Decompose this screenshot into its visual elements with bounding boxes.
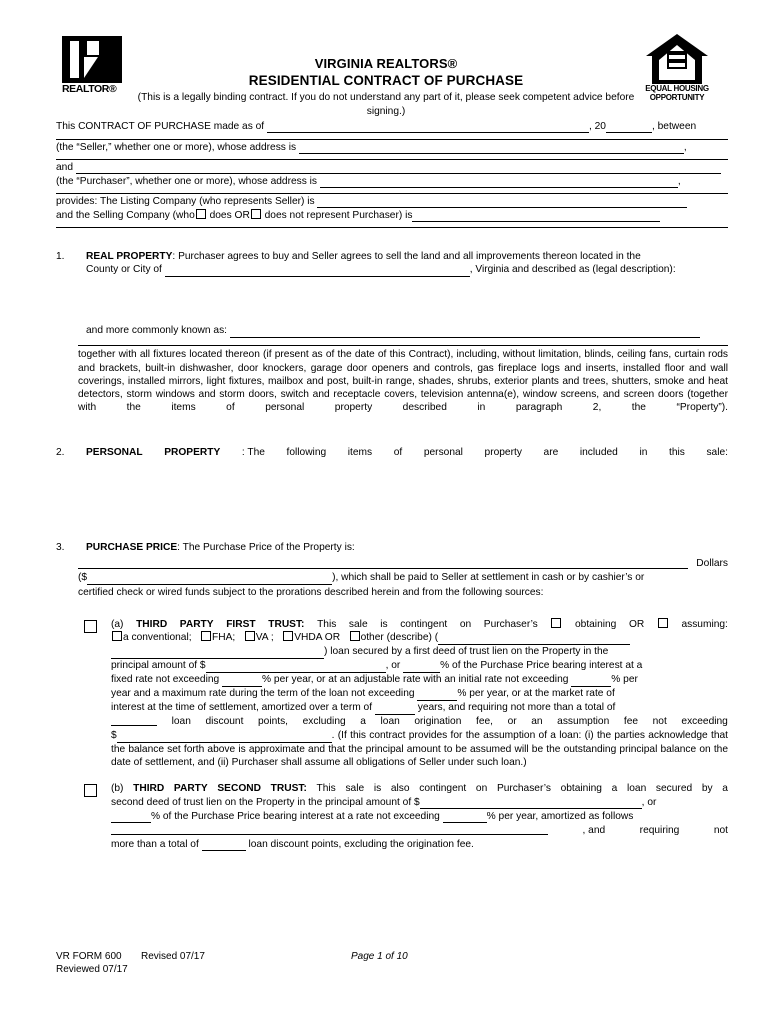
item-b-t4: % of the Purchase Price bearing interest at a rate not exceeding [151,810,440,822]
section-2-t2: following [286,446,327,458]
section-1-line1 [86,250,728,263]
fixtures-top-rule[interactable] [78,345,728,346]
selling-does-label: does OR [209,210,250,221]
section-2-number: 2. [56,446,65,458]
eho-label-line1: EQUAL HOUSING [645,84,709,93]
item-a-t1d: contingent [400,618,448,630]
item-a-t2: ) loan secured by a first deed of trust lien on the Property in the [324,646,609,658]
item-a-t1e: on [459,618,472,630]
realtor-logo-label: REALTOR® [62,83,117,95]
item-a-obtaining: obtaining [574,618,617,630]
checkbox-third-party-first-trust[interactable] [84,620,97,633]
house-icon [646,34,708,84]
checkbox-fha[interactable] [201,631,211,641]
item-a-or: OR [628,618,645,630]
section-3a [56,618,728,770]
seller-address-label: (the “Seller,” whether one or more), whose address is [56,142,297,153]
item-a-t6: fixed rate not exceeding [111,674,220,686]
item-a-other-field[interactable] [438,634,630,645]
item-a-t13l: fee [623,716,639,728]
checkbox-selling-does-not[interactable] [251,209,261,219]
selling-company-bottom-rule[interactable] [56,227,728,228]
item-a-t13d: excluding [302,716,346,728]
section-2-t8: included [579,446,618,458]
item-a-term-field[interactable] [375,704,415,715]
page-title [136,56,636,119]
item-b-points-field[interactable] [202,840,246,851]
amount-suffix: ), which shall be paid to Seller at settlement in cash or by cashier’s or [332,572,645,584]
item-a-t13m: not [652,716,667,728]
section-2-heading-word1: PERSONAL [86,446,143,458]
seller-address-line [56,141,728,156]
item-a-t1f: Purchaser’s [483,618,538,630]
checkbox-vhda[interactable] [283,631,293,641]
seller-address-field[interactable] [299,143,684,154]
item-a-t8: % per [611,674,638,686]
seller-name-rule[interactable] [56,139,728,140]
item-a-t1b: sale [348,618,368,630]
item-b-letter: (b) [111,783,124,795]
document-header [56,32,728,117]
contract-date-field[interactable] [267,122,589,133]
item-a-t1a: This [317,618,337,630]
item-a-t13j: an [531,716,543,728]
provides-divider-rule[interactable] [56,193,728,194]
item-b-t1l: by [701,783,713,795]
item-b-t1c: is [373,783,382,795]
section-1 [56,250,728,278]
section-2-t1: : The [241,446,265,458]
purchaser-name-line [56,161,728,175]
item-b-t1m: a [722,783,728,795]
purchaser-divider-rule[interactable] [56,159,728,160]
item-b-t1d: also [390,783,410,795]
purchaser-address-label: (the “Purchaser”, whether one or more), whose address is [56,176,318,187]
item-b-t1h: obtaining [560,783,602,795]
county-field[interactable] [165,266,470,277]
item-a-heading-w3: FIRST [226,618,256,630]
item-b-t1e: contingent [419,783,467,795]
item-b-heading-w4: TRUST: [270,783,307,795]
purchaser-address-line [56,175,728,190]
commonly-known-field[interactable] [230,327,700,338]
item-b-rate-field[interactable] [443,812,487,823]
item-a-t10: % per year, or at the market rate of [457,688,615,700]
section-3 [56,541,728,554]
contract-date-line [56,120,728,134]
item-b-t7: more than a total of [111,838,199,850]
section-3b [56,782,728,851]
item-a-principal-field[interactable] [206,662,386,673]
checkbox-conventional[interactable] [112,631,122,641]
item-a-t4: , or [385,660,401,672]
item-a-heading-w4: TRUST: [268,618,305,630]
commonly-known-label: and more commonly known as: [86,325,227,337]
dollars-label: Dollars [696,558,728,570]
item-a-fixed-rate-field[interactable] [222,676,262,687]
item-a-t13a: loan [171,716,191,728]
purchaser-address-field[interactable] [320,177,678,188]
item-b-t1j: loan [626,783,647,795]
section-3-number: 3. [56,542,65,554]
purchaser-address-comma: , [677,176,681,187]
section-2-t9: in [639,446,648,458]
section-2-heading-word2: PROPERTY [164,446,221,458]
checkbox-other[interactable] [350,631,360,641]
item-a-assuming: assuming: [681,618,728,630]
realtor-logo [62,36,126,98]
footer-page-number: Page 1 of 10 [351,951,408,962]
eho-label-line2: OPPORTUNITY [649,92,705,102]
selling-company-line [56,209,728,223]
item-b-t6b: requiring [639,824,680,836]
section-2-t4: of [393,446,403,458]
document-footer [56,950,728,976]
item-a-other: other (describe) ( [360,632,439,644]
item-b-heading-w3: SECOND [217,783,261,795]
document-body [56,120,728,852]
item-b-principal-field[interactable] [420,798,642,809]
checkbox-selling-does[interactable] [196,209,206,219]
footer-form-number: VR FORM 600 [56,951,122,962]
title-organization: VIRGINIA REALTORS® [314,56,458,71]
item-a-assumption-block [111,729,728,769]
selling-company-field[interactable] [412,211,660,222]
item-a-principal-label: principal amount of $ [111,660,206,672]
section-2-t7: are [543,446,559,458]
section-3-line1 [86,541,728,554]
selling-company-label: and the Selling Company (who [56,210,195,221]
item-a-t13c: points, [258,716,289,728]
realtor-logo-mark [62,36,122,83]
title-subtitle: (This is a legally binding contract. If you do not understand any part of it, please seek competent advice before signing.) [137,92,635,117]
section-3-text: : The Purchase Price of the Property is: [177,542,355,554]
item-a-vhda: VHDA OR [294,632,341,644]
item-b-t1a: This [316,783,336,795]
equal-housing-opportunity-logo [634,34,720,104]
item-b-heading-w2: PARTY [173,783,208,795]
item-b-t1i: a [611,783,618,795]
item-a-letter: (a) [111,618,124,630]
item-a-t13i: or [507,716,517,728]
listing-company-label: provides: The Listing Company (who represents Seller) is [56,196,315,207]
checkbox-third-party-second-trust[interactable] [84,784,97,797]
checkbox-obtaining[interactable] [551,618,561,628]
section-2 [56,446,728,459]
purchase-price-amount-line [78,571,728,586]
purchaser-and-label: and [56,162,73,173]
checkbox-va[interactable] [245,631,255,641]
section-2-t11: sale: [706,446,728,458]
section-2-t5: personal [423,446,463,458]
contract-year-prefix: , 20 [588,121,606,132]
listing-company-field[interactable] [317,197,687,208]
title-document: RESIDENTIAL CONTRACT OF PURCHASE [248,73,524,88]
item-a-initial-rate-field[interactable] [571,676,611,687]
item-a-t13h: fee, [475,716,493,728]
item-b-t1k: secured [655,783,693,795]
item-a-t5: % of the Purchase Price bearing interest at a [440,660,643,672]
footer-revised-date: Revised 07/17 [141,951,205,962]
section-1-commonly-known [56,324,728,339]
item-a-t13k: assumption [557,716,610,728]
item-a-va: VA ; [255,632,274,644]
item-b-t5: % per year, amortized as follows [486,810,634,822]
item-a-t13b: discount [205,716,244,728]
item-a-t13e: a [360,716,366,728]
item-a-max-rate-field[interactable] [417,690,457,701]
county-label: County or City of [86,264,162,276]
item-a-fha: FHA; [212,632,236,644]
section-1-county-line [86,263,728,278]
section-1-number: 1. [56,251,65,262]
item-a-t7: % per year, or at an adjustable rate with an initial rate not exceeding [262,674,569,686]
item-b-t3: , or [641,796,657,808]
item-a-percent-field[interactable] [403,662,440,673]
section-2-t10: this [668,446,685,458]
item-a-t13n: exceeding [681,716,728,728]
contract-date-prefix: This CONTRACT OF PURCHASE made as of [56,121,265,132]
footer-reviewed-date: Reviewed 07/17 [56,964,128,975]
item-b-t2: second deed of trust lien on the Property in the principal amount of $ [111,796,420,808]
item-a-t13g: origination [414,716,462,728]
purchase-price-line3: certified check or wired funds subject to the prorations described herein and from the following sources: [78,587,544,599]
fixtures-paragraph: together with all fixtures located thereon (if present as of the date of this Contract), including, without limitation, blinds, ceiling fans, curtain rods and brackets, built-in dishwasher, door knockers, garage door openers and controls, gas fireplace logs and inserts, installed floor and wall coverings, installed mirrors, light fixtures, mailbox and post, built-in range, shades, shrubs, exterior plants and trees, shutters, smoke and heat detectors, storm windows and storm doors, switch and receptacle covers, television antenna(e), window screens, and screen doors (together with the items of personal property described in paragraph 2, the “Property”). [78,349,728,414]
item-a-t15: . (If this contract provides for the assumption of a loan: (i) the parties acknowledge that the balance set forth above is approximate and that the principal amount to be assumed will be the outstanding principal balance on the date of settlement, and (ii) Purchaser shall assume all obligations of Seller under such loan.) [111,730,728,769]
item-b-t1g: Purchaser’s [496,783,551,795]
seller-address-comma: , [683,142,687,153]
amount-prefix: ($ [78,572,88,584]
item-b-t1b: sale [345,783,365,795]
contract-year-field[interactable] [606,122,652,133]
item-a-conventional: a conventional; [123,632,192,644]
purchaser-name-field[interactable] [76,163,721,174]
section-3-heading: PURCHASE PRICE [86,542,178,554]
item-b-amortization-field[interactable] [111,824,548,835]
item-a-t12: years, and requiring not more than a total of [417,702,616,714]
item-a-heading-w2: PARTY [179,618,214,630]
item-a-t11: interest at the time of settlement, amortized over a term of [111,702,373,714]
item-b-t6c: not [713,824,728,836]
section-1-heading: REAL PROPERTY [86,251,173,262]
item-a-t1c: is [380,618,388,630]
purchase-price-amount-field[interactable] [87,574,332,585]
item-b-t1f: on [475,783,488,795]
listing-company-line [56,195,728,209]
item-a-assumption-fee-field[interactable] [117,732,332,743]
item-b-heading-w1: THIRD [133,783,165,795]
item-a-points-field[interactable] [111,715,157,726]
section-2-t3: items [347,446,373,458]
county-suffix: , Virginia and described as (legal description): [469,264,676,276]
section-2-t6: property [484,446,522,458]
item-a-t9: year and a maximum rate during the term of the loan not exceeding [111,688,415,700]
item-a-t13f: loan [380,716,400,728]
purchase-price-words-field[interactable] [78,558,688,569]
item-a-other-field-cont[interactable] [111,648,324,659]
item-b-t8: loan discount points, excluding the origination fee. [248,838,474,850]
contract-date-suffix: , between [651,121,697,132]
item-b-percent-field[interactable] [111,812,151,823]
section-1-text: : Purchaser agrees to buy and Seller agrees to sell the land and all improvements thereon located in the [172,251,641,262]
item-a-heading-w1: THIRD [136,618,168,630]
item-b-t6a: , and [582,824,606,836]
selling-does-not-label: does not represent Purchaser) is [264,210,413,221]
checkbox-assuming[interactable] [658,618,668,628]
item-a-dollar-label: $ [111,730,117,742]
